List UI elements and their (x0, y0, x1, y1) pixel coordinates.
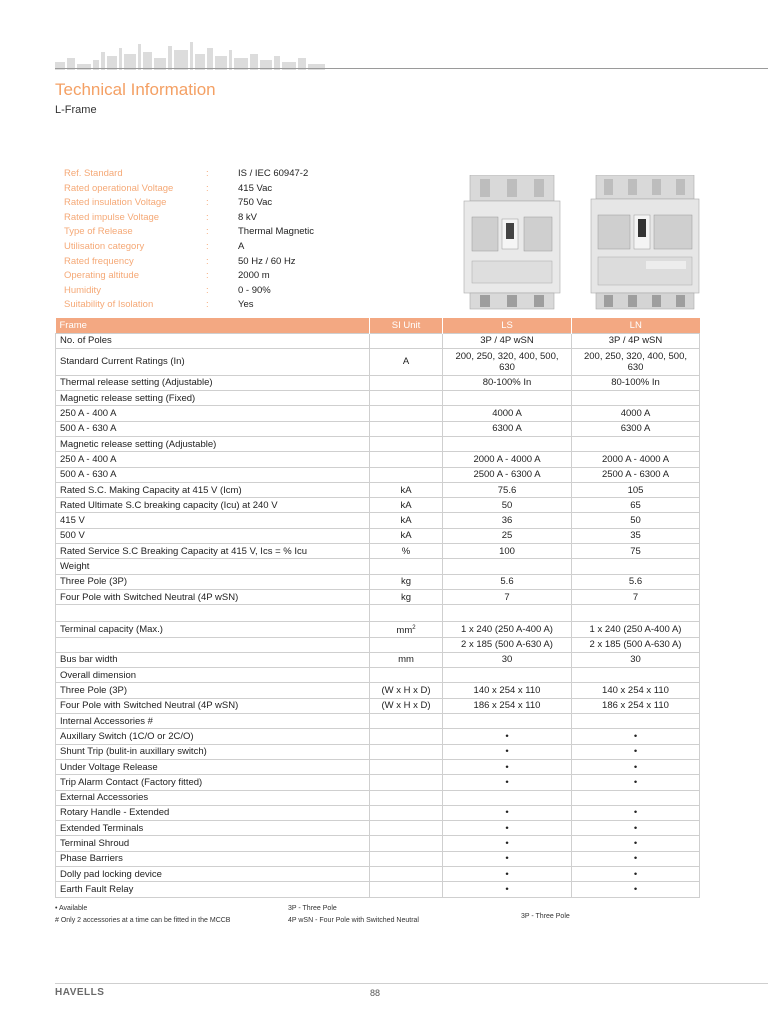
header-rule (55, 68, 768, 69)
cell-si-unit (370, 821, 443, 836)
col-header-ln: LN (572, 318, 700, 333)
spec-label: Rated impulse Voltage (64, 211, 160, 223)
cell-ln: • (572, 759, 700, 774)
table-row (56, 574, 700, 589)
cell-si-unit (370, 391, 443, 406)
table-row (56, 882, 700, 897)
spec-row (64, 211, 384, 226)
cell-ls (443, 790, 572, 805)
cell-ls: • (443, 836, 572, 851)
image-caption: 3P - Three Pole (521, 913, 570, 920)
spec-row (64, 196, 384, 211)
cell-ln: 65 (572, 498, 700, 513)
cell-ln: 1 x 240 (250 A-400 A) (572, 622, 700, 637)
cell-si-unit (370, 882, 443, 897)
cell-ln: 75 (572, 544, 700, 559)
cell-parameter: Overall dimension (56, 668, 370, 683)
spec-label: Rated frequency (64, 255, 134, 267)
brand-logo-text: HAVELLS (55, 987, 105, 998)
cell-ls (443, 559, 572, 574)
cell-si-unit (370, 467, 443, 482)
spec-value: Thermal Magnetic (238, 226, 315, 238)
cell-ln: 200, 250, 320, 400, 500, 630 (572, 348, 700, 375)
cell-parameter: Three Pole (3P) (56, 683, 370, 698)
spec-colon: : (206, 211, 209, 223)
spec-row (64, 240, 384, 255)
cell-si-unit (370, 714, 443, 729)
spec-row (64, 225, 384, 240)
cell-ln: 2500 A - 6300 A (572, 467, 700, 482)
cell-si-unit (370, 744, 443, 759)
footnote-accessories: # Only 2 accessories at a time can be fitted in the MCCB (55, 917, 231, 924)
cell-ls: • (443, 821, 572, 836)
cell-si-unit: kA (370, 482, 443, 497)
table-row (56, 698, 700, 713)
cell-parameter: Terminal Shroud (56, 836, 370, 851)
cell-si-unit: kA (370, 498, 443, 513)
spec-list (64, 167, 384, 313)
cell-ln (572, 668, 700, 683)
cell-ls: • (443, 759, 572, 774)
cell-ls: 7 (443, 589, 572, 604)
cell-parameter: 415 V (56, 513, 370, 528)
cell-ln: 186 x 254 x 110 (572, 698, 700, 713)
cell-parameter: Weight (56, 559, 370, 574)
table-row (56, 652, 700, 667)
cell-si-unit (370, 605, 443, 622)
cell-parameter: External Accessories (56, 790, 370, 805)
cell-ls: • (443, 775, 572, 790)
cell-ls: • (443, 882, 572, 897)
table-row (56, 348, 700, 375)
spec-colon: : (206, 284, 209, 296)
table-row (56, 714, 700, 729)
footnote-four-pole: 4P wSN - Four Pole with Switched Neutral (288, 917, 419, 924)
mccb-4-pole-image (590, 175, 700, 310)
cell-parameter: Extended Terminals (56, 821, 370, 836)
cell-parameter: Thermal release setting (Adjustable) (56, 375, 370, 390)
cell-parameter: Rated S.C. Making Capacity at 415 V (Icm) (56, 482, 370, 497)
cell-parameter (56, 605, 370, 622)
cell-ln: • (572, 882, 700, 897)
col-header-ls: LS (443, 318, 572, 333)
spec-row (64, 269, 384, 284)
spec-label: Rated insulation Voltage (64, 197, 167, 209)
cell-ls: • (443, 851, 572, 866)
cell-ls: 2 x 185 (500 A-630 A) (443, 637, 572, 652)
table-row (56, 622, 700, 637)
table-row (56, 513, 700, 528)
cell-si-unit: A (370, 348, 443, 375)
table-row (56, 375, 700, 390)
table-header-row (56, 318, 700, 333)
spec-value: 8 kV (238, 211, 258, 223)
cell-ls: • (443, 744, 572, 759)
spec-colon: : (206, 299, 209, 311)
cell-ls: 200, 250, 320, 400, 500, 630 (443, 348, 572, 375)
table-row (56, 851, 700, 866)
cell-parameter: Four Pole with Switched Neutral (4P wSN) (56, 698, 370, 713)
cell-ls: 3P / 4P wSN (443, 333, 572, 348)
table-row (56, 836, 700, 851)
cell-si-unit (370, 452, 443, 467)
cell-parameter: Auxillary Switch (1C/O or 2C/O) (56, 729, 370, 744)
cell-ls: • (443, 867, 572, 882)
table-row (56, 867, 700, 882)
spec-row (64, 182, 384, 197)
page-subtitle: L-Frame (55, 104, 97, 116)
cell-parameter: Standard Current Ratings (In) (56, 348, 370, 375)
spec-colon: : (206, 240, 209, 252)
spec-row (64, 284, 384, 299)
spec-row (64, 255, 384, 270)
footnote-available: • Available (55, 905, 88, 912)
technical-table (55, 318, 700, 898)
cell-ln: 2 x 185 (500 A-630 A) (572, 637, 700, 652)
cell-ls: 140 x 254 x 110 (443, 683, 572, 698)
cell-ln: 30 (572, 652, 700, 667)
cell-ls: 36 (443, 513, 572, 528)
spec-colon: : (206, 226, 209, 238)
page-number: 88 (370, 988, 381, 998)
cell-parameter: 500 A - 630 A (56, 467, 370, 482)
cell-parameter: Earth Fault Relay (56, 882, 370, 897)
table-row (56, 498, 700, 513)
cell-ls: • (443, 805, 572, 820)
cell-ls: 1 x 240 (250 A-400 A) (443, 622, 572, 637)
cell-ln: 50 (572, 513, 700, 528)
spec-value: 750 Vac (238, 197, 273, 209)
cell-ln: • (572, 744, 700, 759)
table-row (56, 528, 700, 543)
cell-parameter: Rated Ultimate S.C breaking capacity (Icu) at 240 V (56, 498, 370, 513)
cell-si-unit (370, 406, 443, 421)
cell-ln: • (572, 729, 700, 744)
cell-ls: 2000 A - 4000 A (443, 452, 572, 467)
cell-si-unit (370, 851, 443, 866)
table-row (56, 544, 700, 559)
cell-si-unit: mm (370, 652, 443, 667)
spec-label: Suitability of Isolation (64, 299, 154, 311)
footer-rule (55, 983, 768, 984)
table-row (56, 452, 700, 467)
table-row (56, 605, 700, 622)
cell-ln: 80-100% In (572, 375, 700, 390)
cell-parameter: Magnetic release setting (Adjustable) (56, 436, 370, 451)
cell-ls: 25 (443, 528, 572, 543)
cell-parameter: Rotary Handle - Extended (56, 805, 370, 820)
table-row (56, 559, 700, 574)
spec-label: Ref. Standard (64, 168, 123, 179)
cell-si-unit: kg (370, 574, 443, 589)
cell-parameter: Bus bar width (56, 652, 370, 667)
spec-value: 2000 m (238, 270, 270, 282)
spec-value: 50 Hz / 60 Hz (238, 255, 296, 267)
cell-si-unit: kA (370, 528, 443, 543)
cell-parameter: 500 V (56, 528, 370, 543)
footnotes-legend (55, 903, 230, 927)
table-row (56, 775, 700, 790)
cell-parameter: Dolly pad locking device (56, 867, 370, 882)
col-header-frame: Frame (56, 318, 370, 333)
cell-si-unit: kA (370, 513, 443, 528)
cell-si-unit (370, 559, 443, 574)
cell-si-unit (370, 333, 443, 348)
table-row (56, 821, 700, 836)
cell-ln: • (572, 836, 700, 851)
cell-ln: 7 (572, 589, 700, 604)
cell-ls: 5.6 (443, 574, 572, 589)
table-row (56, 668, 700, 683)
cell-si-unit (370, 759, 443, 774)
cell-ls (443, 391, 572, 406)
footnotes-poles (288, 903, 419, 927)
table-row (56, 744, 700, 759)
cell-si-unit (370, 729, 443, 744)
spec-colon: : (206, 197, 209, 209)
spec-value: A (238, 240, 245, 252)
cell-parameter (56, 637, 370, 652)
city-skyline-graphic (55, 38, 325, 70)
col-header-unit: SI Unit (370, 318, 443, 333)
spec-colon: : (206, 255, 209, 267)
cell-si-unit: % (370, 544, 443, 559)
cell-parameter: Phase Barriers (56, 851, 370, 866)
cell-ln: 4000 A (572, 406, 700, 421)
cell-ls (443, 714, 572, 729)
table-row (56, 637, 700, 652)
cell-ls (443, 668, 572, 683)
cell-ln: • (572, 851, 700, 866)
cell-si-unit: (W x H x D) (370, 698, 443, 713)
cell-ls: 50 (443, 498, 572, 513)
cell-si-unit (370, 805, 443, 820)
spec-label: Operating altitude (64, 270, 139, 282)
spec-label: Type of Release (64, 226, 133, 238)
cell-ls (443, 605, 572, 622)
spec-label: Utilisation category (64, 240, 145, 252)
cell-ln (572, 559, 700, 574)
table-row (56, 759, 700, 774)
cell-si-unit (370, 668, 443, 683)
table-row (56, 805, 700, 820)
cell-si-unit: (W x H x D) (370, 683, 443, 698)
spec-row (64, 167, 384, 182)
cell-parameter: Terminal capacity (Max.) (56, 622, 370, 637)
cell-ln: • (572, 775, 700, 790)
cell-ln (572, 790, 700, 805)
spec-colon: : (206, 270, 209, 282)
spec-value: Yes (238, 299, 254, 311)
spec-row (64, 298, 384, 313)
table-row (56, 482, 700, 497)
table-row (56, 333, 700, 348)
table-row (56, 683, 700, 698)
cell-parameter: Magnetic release setting (Fixed) (56, 391, 370, 406)
table-row (56, 589, 700, 604)
table-row (56, 436, 700, 451)
cell-parameter: Under Voltage Release (56, 759, 370, 774)
cell-si-unit (370, 421, 443, 436)
cell-ln (572, 391, 700, 406)
cell-parameter: Rated Service S.C Breaking Capacity at 415 V, Ics = % Icu (56, 544, 370, 559)
cell-ls: 100 (443, 544, 572, 559)
cell-ls: 4000 A (443, 406, 572, 421)
cell-ln (572, 714, 700, 729)
cell-si-unit (370, 436, 443, 451)
cell-si-unit (370, 836, 443, 851)
cell-ls: 75.6 (443, 482, 572, 497)
spec-value: 415 Vac (238, 182, 273, 194)
cell-ls (443, 436, 572, 451)
cell-ln: • (572, 867, 700, 882)
cell-parameter: Trip Alarm Contact (Factory fitted) (56, 775, 370, 790)
spec-value: IS / IEC 60947-2 (238, 168, 309, 179)
cell-ln: 2000 A - 4000 A (572, 452, 700, 467)
cell-ln (572, 605, 700, 622)
cell-ln (572, 436, 700, 451)
table-row (56, 790, 700, 805)
cell-ls: 186 x 254 x 110 (443, 698, 572, 713)
table-row (56, 467, 700, 482)
table-row (56, 391, 700, 406)
cell-si-unit (370, 375, 443, 390)
cell-ls: • (443, 729, 572, 744)
cell-ln: 105 (572, 482, 700, 497)
cell-si-unit (370, 867, 443, 882)
cell-parameter: Internal Accessories # (56, 714, 370, 729)
table-row (56, 421, 700, 436)
cell-si-unit: kg (370, 589, 443, 604)
table-row (56, 729, 700, 744)
cell-parameter: 250 A - 400 A (56, 406, 370, 421)
table-row (56, 406, 700, 421)
spec-value: 0 - 90% (238, 284, 271, 296)
cell-ln: 140 x 254 x 110 (572, 683, 700, 698)
cell-ln: • (572, 821, 700, 836)
spec-colon: : (206, 182, 209, 194)
footnote-three-pole: 3P - Three Pole (288, 905, 337, 912)
cell-ln: 6300 A (572, 421, 700, 436)
cell-parameter: Three Pole (3P) (56, 574, 370, 589)
cell-ln: 35 (572, 528, 700, 543)
cell-parameter: Shunt Trip (bulit-in auxillary switch) (56, 744, 370, 759)
cell-parameter: 500 A - 630 A (56, 421, 370, 436)
cell-parameter: No. of Poles (56, 333, 370, 348)
cell-si-unit (370, 637, 443, 652)
cell-ln: • (572, 805, 700, 820)
mccb-3-pole-image (462, 175, 562, 310)
cell-si-unit-mm2: $mm^2$ (370, 622, 443, 637)
cell-parameter: 250 A - 400 A (56, 452, 370, 467)
cell-si-unit (370, 775, 443, 790)
spec-label: Humidity (64, 284, 101, 296)
cell-si-unit (370, 790, 443, 805)
cell-ln: 5.6 (572, 574, 700, 589)
spec-label: Rated operational Voltage (64, 182, 174, 194)
spec-colon: : (206, 168, 209, 179)
cell-ls: 2500 A - 6300 A (443, 467, 572, 482)
cell-parameter: Four Pole with Switched Neutral (4P wSN) (56, 589, 370, 604)
cell-ls: 80-100% In (443, 375, 572, 390)
cell-ls: 6300 A (443, 421, 572, 436)
cell-ls: 30 (443, 652, 572, 667)
cell-ln: 3P / 4P wSN (572, 333, 700, 348)
page-title: Technical Information (55, 80, 216, 99)
